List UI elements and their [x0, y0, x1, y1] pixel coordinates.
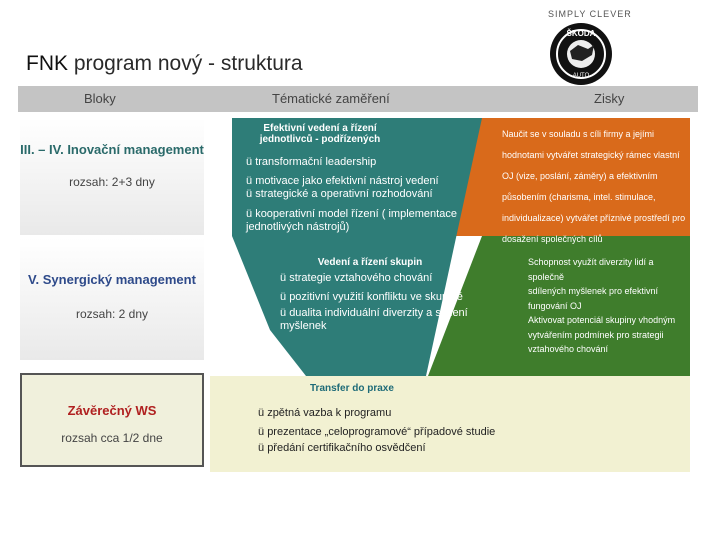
topic-item: ü kooperativní model řízení ( implementace jednotlivých nástrojů): [246, 208, 457, 233]
topic-item: ü zpětná vazba k programu: [258, 407, 392, 419]
block-scope: rozsah: 2+3 dny: [69, 175, 155, 189]
block-zaverecny: [20, 373, 204, 467]
topic-heading-2: Vedení a řízení skupin: [317, 257, 423, 268]
block-synergicky: [20, 238, 204, 360]
topic-item: ü transformační leadership: [246, 156, 377, 168]
topic-item: ü strategické a operativní rozhodování: [246, 188, 433, 200]
transfer-band: [210, 376, 690, 472]
column-header-tematicke: Tématické zaměření: [272, 91, 390, 106]
brand-tagline: SIMPLY CLEVER: [548, 9, 632, 19]
column-header-bloky: Bloky: [84, 91, 116, 106]
topic-heading-3: Transfer do praxe: [310, 383, 394, 394]
column-header-zisky: Zisky: [594, 91, 625, 106]
block-inovacni: [20, 118, 204, 235]
topic-item: ü předání certifikačního osvědčení: [258, 442, 426, 454]
topic-item: ü dualita individuální diverzity a sdílení myšlenek: [280, 307, 468, 332]
topic-item: ü pozitivní využití konfliktu ve skupině: [280, 291, 463, 303]
topic-heading-1: Efektivní vedení a řízení jednotlivců - podřízených: [259, 123, 381, 145]
gain-text-1: Naučit se v souladu s cíli firmy a jejími hodnotami vytvářet strategický rámec vlastní OJ (vize, poslání, záměry) a efektivním působením (charisma, intel. stimulace, individualizace) vytvářet příznivé prostředí pro dosažení společných cílů: [502, 129, 686, 244]
title-bold: FNK: [26, 52, 68, 75]
gain-text-2: Schopnost využít diverzity lidí a společně sdílených myšlenek pro efektivní fungování OJ Aktivovat potenciál skupiny vhodným vytvářením podmínek pro strategii vztahového chování: [528, 257, 676, 354]
block-title: III. – IV. Inovační management: [20, 142, 204, 157]
title-rest: program nový - struktura: [68, 52, 303, 75]
topic-item: ü prezentace „celoprogramové“ případové studie: [258, 426, 496, 438]
block-scope: rozsah cca 1/2 dne: [61, 431, 163, 445]
logo-sub: AUTO: [572, 73, 590, 79]
topic-item: ü strategie vztahového chování: [280, 272, 433, 284]
block-scope: rozsah: 2 dny: [75, 307, 149, 321]
block-title: Závěrečný WS: [67, 403, 157, 418]
logo-text: ŠKODA: [566, 29, 596, 38]
block-title: V. Synergický management: [28, 272, 196, 287]
topic-item: ü motivace jako efektivní nástroj vedení: [246, 175, 439, 187]
